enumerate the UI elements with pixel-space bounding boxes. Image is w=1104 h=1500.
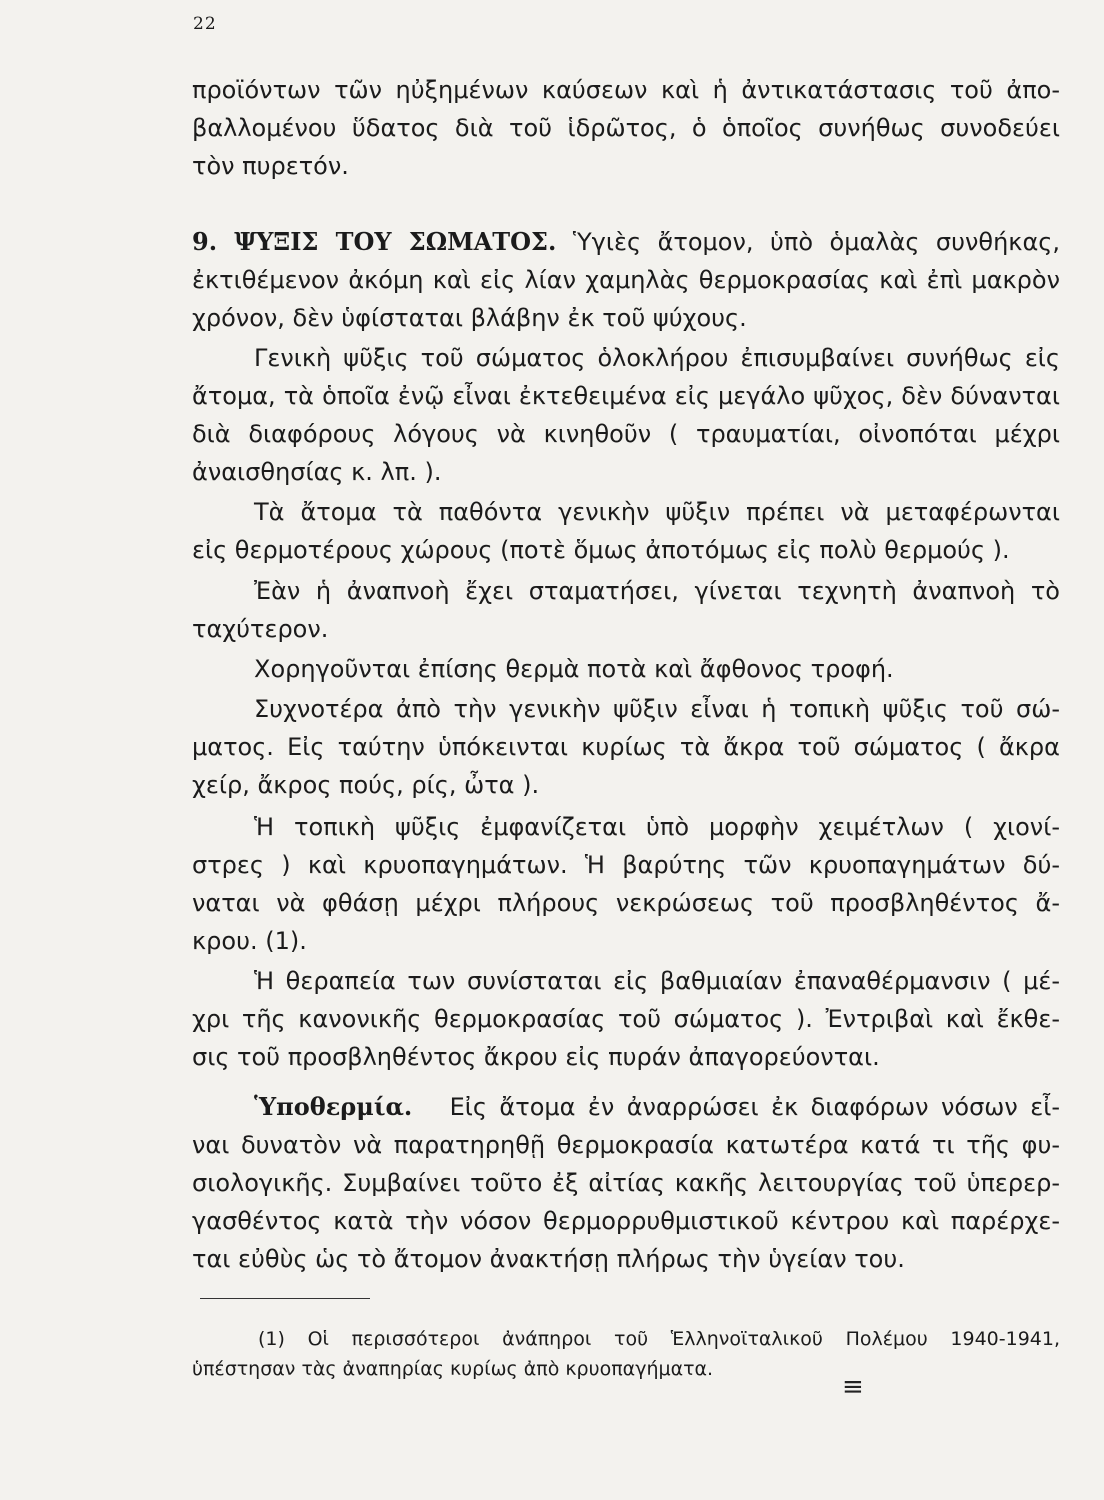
frostbite-line-1: Ἡ τοπικὴ ψῦξις ἐμφανίζεται ὑπὸ μορφὴν χειμέτλων ( χιονί-: [254, 813, 1060, 841]
intro-line-1: προϊόντων τῶν ηὐξημένων καύσεων καὶ ἡ ἀντικατάστασις τοῦ ἀπο-: [192, 76, 1060, 104]
transfer-line-1: Τὰ ἄτομα τὰ παθόντα γενικὴν ψῦξιν πρέπει νὰ μεταφέρωνται: [254, 498, 1060, 526]
section-line-3: χρόνον, δὲν ὑφίσταται βλάβην ἐκ τοῦ ψύχους.: [192, 304, 747, 332]
section-first-line-rest: Ὑγιὲς ἄτομον, ὑπὸ ὁμαλὰς συνθήκας,: [572, 228, 1060, 256]
hypothermia-line-3: σιολογικῆς. Συμβαίνει τοῦτο ἐξ αἰτίας κακῆς λειτουργίας τοῦ ὑπερερ-: [192, 1169, 1060, 1197]
hypothermia-first-line-rest: Εἰς ἄτομα ἐν ἀναρρώσει ἐκ διαφόρων νόσων εἶ-: [449, 1093, 1060, 1121]
footnote-line-2: ὑπέστησαν τὰς ἀναπηρίας κυρίως ἀπὸ κρυοπαγήματα.: [192, 1358, 714, 1380]
section-line-2: ἐκτιθέμενον ἀκόμη καὶ εἰς λίαν χαμηλὰς θερμοκρασίας καὶ ἐπὶ μακρὸν: [192, 266, 1060, 294]
hypothermia-line-4: γασθέντος κατὰ τὴν νόσον θερμορρυθμιστικοῦ κέντρου καὶ παρέρχε-: [192, 1207, 1060, 1235]
general-line-4: ἀναισθησίας κ. λπ. ).: [192, 458, 442, 486]
local-line-1: Συχνοτέρα ἀπὸ τὴν γενικὴν ψῦξιν εἶναι ἡ τοπικὴ ψῦξις τοῦ σώ-: [254, 695, 1060, 723]
hypothermia-heading: Ὑποθερμία.: [254, 1092, 413, 1121]
hypothermia-line-5: ται εὐθὺς ὡς τὸ ἄτομον ἀνακτήσῃ πλήρως τὴν ὑγείαν του.: [192, 1245, 905, 1273]
footnote-divider: [200, 1298, 370, 1299]
hypothermia-first-line: [192, 1088, 1060, 1126]
transfer-line-2: εἰς θερμοτέρους χώρους (ποτὲ ὅμως ἀποτόμως εἰς πολὺ θερμούς ).: [192, 536, 1010, 564]
general-line-1: Γενικὴ ψῦξις τοῦ σώματος ὁλοκλήρου ἐπισυμβαίνει συνήθως εἰς: [254, 344, 1060, 372]
general-line-2: ἄτομα, τὰ ὁποῖα ἐνῷ εἶναι ἐκτεθειμένα εἰς μεγάλο ψῦχος, δὲν δύνανται: [192, 382, 1060, 410]
section-9-first-line: [192, 223, 1060, 261]
drinks-line: Χορηγοῦνται ἐπίσης θερμὰ ποτὰ καὶ ἄφθονος τροφή.: [254, 655, 894, 683]
local-line-3: χείρ, ἄκρος πούς, ρίς, ὦτα ).: [192, 771, 540, 799]
breathing-line-2: ταχύτερον.: [192, 615, 329, 643]
frostbite-line-4: κρου. (1).: [192, 927, 307, 955]
intro-line-3: τὸν πυρετόν.: [192, 152, 349, 180]
hypothermia-line-2: ναι δυνατὸν νὰ παρατηρηθῇ θερμοκρασία κατωτέρα κατά τι τῆς φυ-: [192, 1131, 1060, 1159]
local-line-2: ματος. Εἰς ταύτην ὑπόκεινται κυρίως τὰ ἄκρα τοῦ σώματος ( ἄκρα: [192, 733, 1060, 761]
section-heading: 9. ΨΥΞΙΣ ΤΟΥ ΣΩΜΑΤΟΣ.: [192, 227, 557, 256]
footnote-line-1: (1) Οἱ περισσότεροι ἀνάπηροι τοῦ Ἑλληνοϊταλικοῦ Πολέμου 1940-1941,: [258, 1328, 1060, 1350]
treatment-line-2: χρι τῆς κανονικῆς θερμοκρασίας τοῦ σώματος ). Ἐντριβαὶ καὶ ἔκθε-: [192, 1005, 1060, 1033]
treatment-line-3: σις τοῦ προσβληθέντος ἄκρου εἰς πυράν ἀπαγορεύονται.: [192, 1043, 880, 1071]
frostbite-line-2: στρες ) καὶ κρυοπαγημάτων. Ἡ βαρύτης τῶν κρυοπαγημάτων δύ-: [192, 851, 1060, 879]
breathing-line-1: Ἐὰν ἡ ἀναπνοὴ ἔχει σταματήσει, γίνεται τεχνητὴ ἀναπνοὴ τὸ: [254, 577, 1060, 605]
page-number: 22: [193, 14, 217, 34]
treatment-line-1: Ἡ θεραπεία των συνίσταται εἰς βαθμιαίαν ἐπαναθέρμανσιν ( μέ-: [254, 967, 1060, 995]
ink-mark-icon: ≡: [842, 1372, 864, 1402]
frostbite-line-3: ναται νὰ φθάσῃ μέχρι πλήρους νεκρώσεως τοῦ προσβληθέντος ἄ-: [192, 889, 1060, 917]
intro-line-2: βαλλομένου ὕδατος διὰ τοῦ ἱδρῶτος, ὁ ὁποῖος συνήθως συνοδεύει: [192, 114, 1060, 142]
general-line-3: διὰ διαφόρους λόγους νὰ κινηθοῦν ( τραυματίαι, οἰνοπόται μέχρι: [192, 420, 1060, 448]
